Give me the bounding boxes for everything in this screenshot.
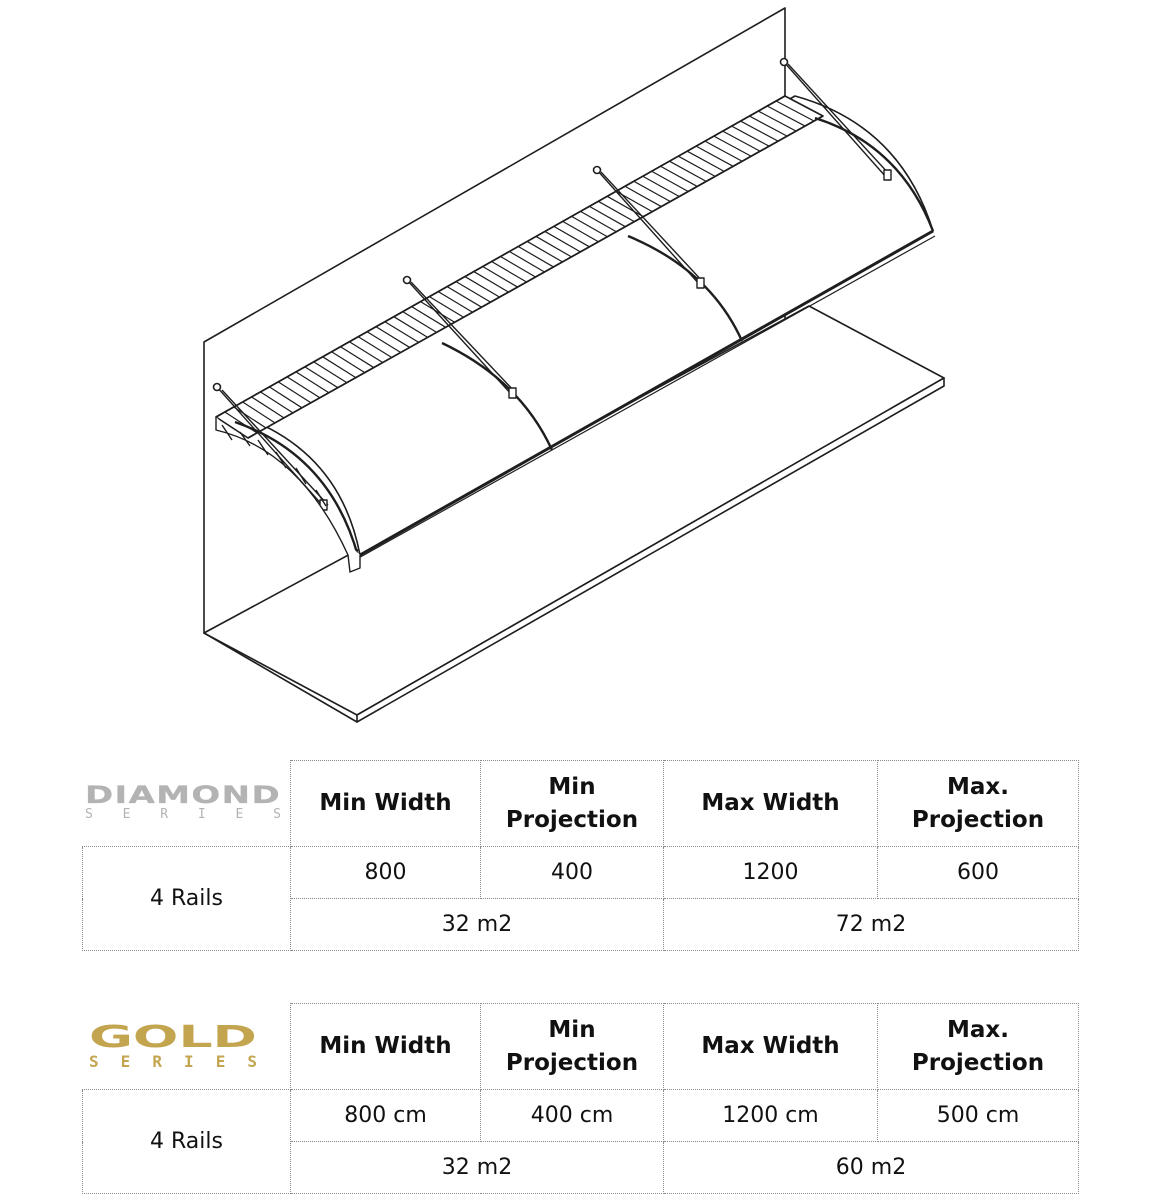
value-max-width: 1200 cm	[664, 1090, 878, 1142]
value-min-area: 32 m2	[291, 899, 664, 951]
row-label: 4 Rails	[83, 847, 291, 951]
diamond-logo-subtitle: SERIES	[84, 807, 281, 822]
gold-series-logo-cell	[83, 1004, 291, 1090]
value-min-projection: 400	[481, 847, 664, 899]
header-min-projection: Min Projection	[481, 1004, 664, 1090]
header-max-projection: Max. Projection	[878, 1004, 1079, 1090]
header-min-width: Min Width	[291, 761, 481, 847]
diamond-series-table	[82, 760, 1079, 951]
value-min-projection: 400 cm	[481, 1090, 664, 1142]
value-max-projection: 500 cm	[878, 1090, 1079, 1142]
diamond-series-logo-cell	[83, 761, 291, 847]
header-max-projection: Max. Projection	[878, 761, 1079, 847]
gold-logo-subtitle: SERIES	[88, 1052, 257, 1072]
gold-logo-name: GOLD	[88, 1021, 257, 1056]
header-min-projection: Min Projection	[481, 761, 664, 847]
diamond-logo-name: DIAMOND	[84, 785, 281, 810]
row-label: 4 Rails	[83, 1090, 291, 1194]
diamond-series-logo	[83, 785, 291, 821]
value-min-width: 800	[291, 847, 481, 899]
gold-series-logo	[83, 1021, 291, 1071]
value-max-projection: 600	[878, 847, 1079, 899]
value-max-area: 72 m2	[664, 899, 1079, 951]
gold-series-table	[82, 1003, 1079, 1194]
value-max-area: 60 m2	[664, 1142, 1079, 1194]
header-max-width: Max Width	[664, 761, 878, 847]
header-max-width: Max Width	[664, 1004, 878, 1090]
value-min-width: 800 cm	[291, 1090, 481, 1142]
value-min-area: 32 m2	[291, 1142, 664, 1194]
header-min-width: Min Width	[291, 1004, 481, 1090]
value-max-width: 1200	[664, 847, 878, 899]
